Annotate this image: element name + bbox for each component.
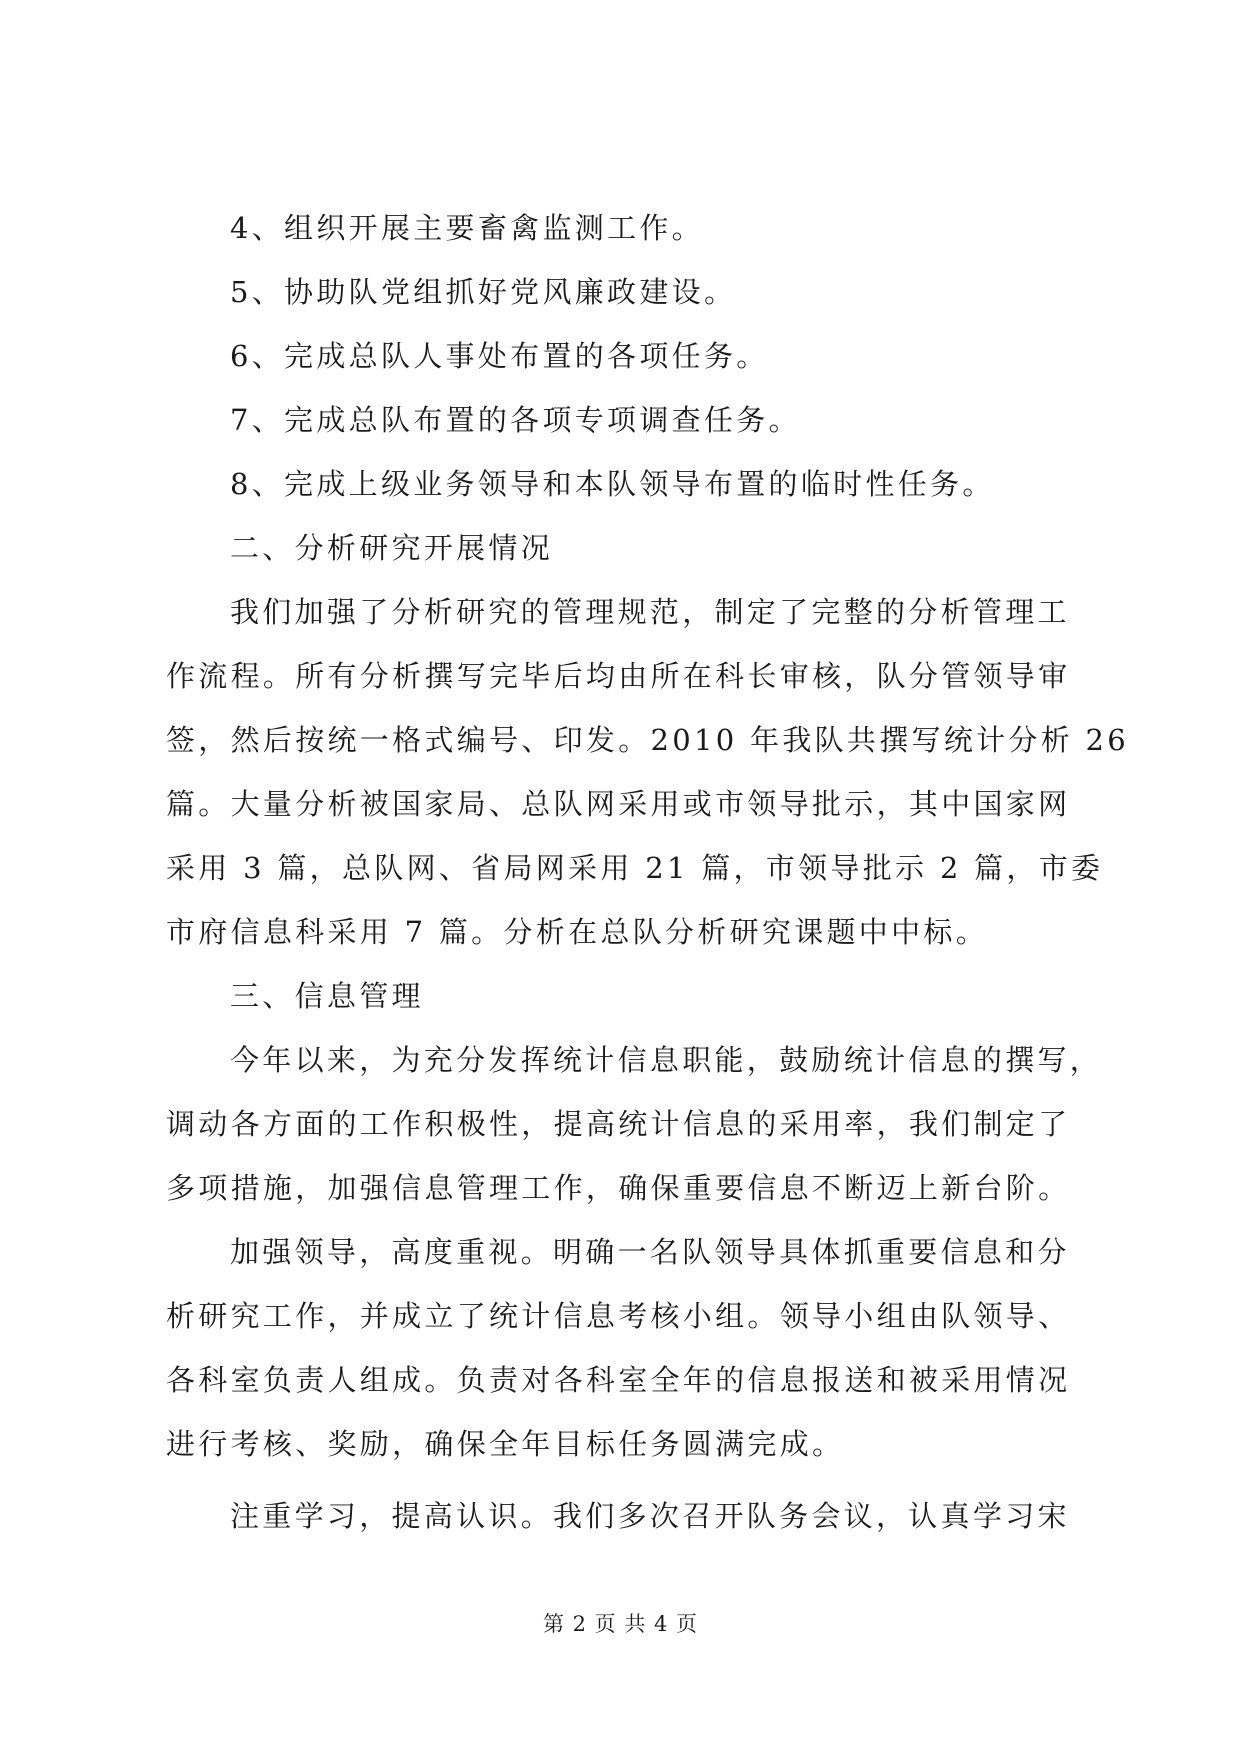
paragraph-line: 多项措施，加强信息管理工作，确保重要信息不断迈上新台阶。 <box>166 1171 1071 1205</box>
paragraph-line: 调动各方面的工作积极性，提高统计信息的采用率，我们制定了 <box>166 1107 1071 1141</box>
paragraph-line: 市府信息科采用 7 篇。分析在总队分析研究课题中中标。 <box>166 915 988 949</box>
page-number-footer: 第 2 页 共 4 页 <box>542 1612 699 1636</box>
paragraph-line: 注重学习，提高认识。我们多次召开队务会议，认真学习宋 <box>230 1499 1070 1533</box>
list-item: 7、完成总队布置的各项专项调查任务。 <box>230 403 801 437</box>
paragraph-line: 今年以来，为充分发挥统计信息职能，鼓励统计信息的撰写， <box>230 1043 1103 1077</box>
paragraph-line: 采用 3 篇，总队网、省局网采用 21 篇，市领导批示 2 篇，市委 <box>166 851 1104 885</box>
paragraph-line: 进行考核、奖励，确保全年目标任务圆满完成。 <box>166 1427 845 1461</box>
section-heading: 三、信息管理 <box>230 979 424 1013</box>
paragraph-line: 篇。大量分析被国家局、总队网采用或市领导批示，其中国家网 <box>166 787 1071 821</box>
list-item: 4、组织开展主要畜禽监测工作。 <box>230 211 704 245</box>
paragraph-line: 作流程。所有分析撰写完毕后均由所在科长审核，队分管领导审 <box>166 659 1071 693</box>
paragraph-line: 签，然后按统一格式编号、印发。2010 年我队共撰写统计分析 26 <box>166 723 1130 757</box>
list-item: 8、完成上级业务领导和本队领导布置的临时性任务。 <box>230 467 995 501</box>
section-heading: 二、分析研究开展情况 <box>230 531 554 565</box>
list-item: 5、协助队党组抓好党风廉政建设。 <box>230 275 737 309</box>
paragraph-line: 各科室负责人组成。负责对各科室全年的信息报送和被采用情况 <box>166 1363 1071 1397</box>
paragraph-line: 析研究工作，并成立了统计信息考核小组。领导小组由队领导、 <box>166 1299 1071 1333</box>
paragraph-line: 我们加强了分析研究的管理规范，制定了完整的分析管理工 <box>230 595 1070 629</box>
list-item: 6、完成总队人事处布置的各项任务。 <box>230 339 769 373</box>
paragraph-line: 加强领导，高度重视。明确一名队领导具体抓重要信息和分 <box>230 1235 1070 1269</box>
